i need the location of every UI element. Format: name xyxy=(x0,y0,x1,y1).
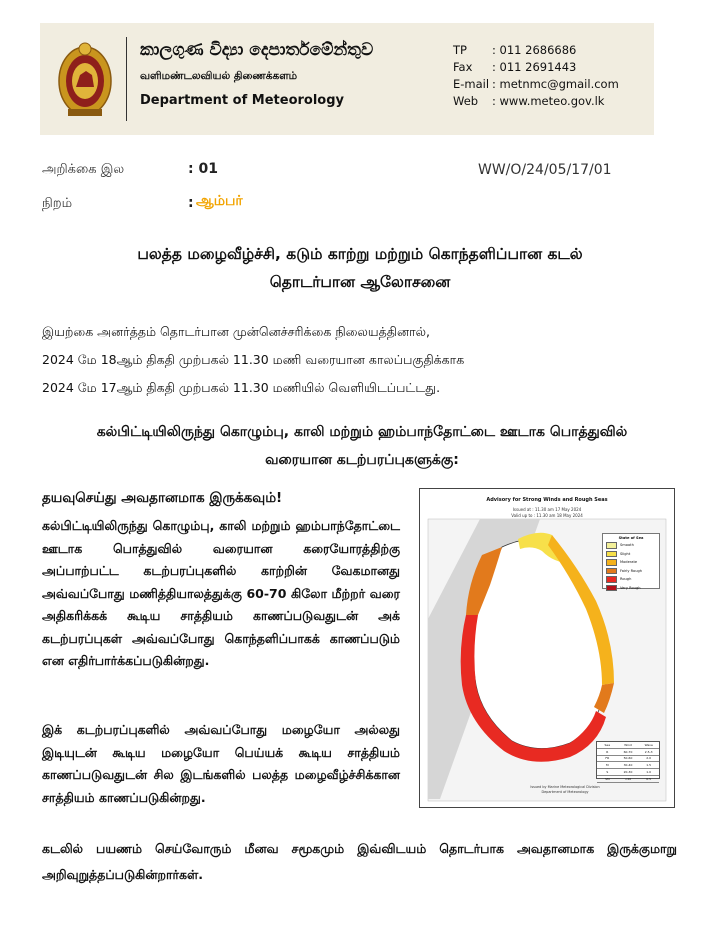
table-cell: Sea xyxy=(604,742,611,747)
alert-color-value: ஆம்பர் xyxy=(196,193,243,209)
area-heading xyxy=(42,418,682,474)
area-line: கல்பிட்டியிலிருந்து கொழும்பு, காலி மற்றும் ஹம்பாந்தோட்டை ஊடாக பொத்துவில் xyxy=(96,424,628,440)
table-row xyxy=(597,776,659,783)
issue-line: இயற்கை அனர்த்தம் தொடர்பான முன்னெச்சரிக்கை நிலையத்தினால், xyxy=(42,324,430,339)
advisory-title xyxy=(60,240,660,296)
area-line: வரையான கடற்பரப்புகளுக்கு: xyxy=(265,452,459,468)
closing-paragraph: கடலில் பயணம் செய்வோரும் மீனவ சமூகமும் இவ்விடயம் தொடர்பாக அவதானமாக இருக்குமாறு அறிவுறுத்தப்படுகின்றார்கள். xyxy=(42,841,677,882)
table-cell: 60-70 xyxy=(623,749,633,754)
legend-swatch xyxy=(606,542,617,549)
table-cell: 1.5 xyxy=(646,763,652,768)
map-legend xyxy=(602,533,660,589)
report-number-value: : 01 xyxy=(188,161,218,177)
table-cell: 0.5 xyxy=(646,776,652,781)
table-cell: Wave xyxy=(644,742,653,747)
issue-line: 2024 மே 17ஆம் திகதி முற்பகல் 11.30 மணியில் வெளியிடப்பட்டது. xyxy=(42,380,441,395)
table-row xyxy=(597,769,659,776)
legend-swatch xyxy=(606,585,617,592)
contact-key: Fax xyxy=(453,60,473,74)
legend-label: Very Rough xyxy=(620,585,641,590)
table-row xyxy=(597,742,659,749)
table-cell: R xyxy=(606,749,609,754)
legend-label: Rough xyxy=(620,577,632,582)
dept-name-tamil: வளிமண்டலவியல் திணைக்களம் xyxy=(140,70,298,82)
advisory-map xyxy=(419,488,675,808)
contact-value: : 011 2691443 xyxy=(492,60,577,74)
table-cell: FR xyxy=(605,756,610,761)
map-validity xyxy=(420,507,674,519)
national-emblem-icon xyxy=(56,37,114,119)
map-validity-line: Issued at : 11.30 am 17 May 2024 xyxy=(512,507,582,512)
legend-label: Moderate xyxy=(620,560,638,565)
contact-key: E-mail xyxy=(453,77,490,91)
contact-row xyxy=(453,93,619,110)
header-divider xyxy=(126,37,127,121)
table-cell: S xyxy=(606,770,609,775)
table-cell: 1.0 xyxy=(646,770,652,775)
contact-block xyxy=(453,42,619,110)
legend-item xyxy=(606,576,656,583)
table-row xyxy=(597,756,659,763)
legend-label: Fairly Rough xyxy=(620,568,643,573)
contact-row xyxy=(453,76,619,93)
table-cell: SM xyxy=(605,776,610,781)
rain-paragraph: இக் கடற்பரப்புகளில் அவ்வப்போது மழையோ அல்லது இடியுடன் கூடிய மழையோ பெய்யக் கூடிய சாத்தியம் காணப்படுவதுடன் சில இடங்களில் பலத்த மழைவீழ்ச்சிக்கான சாத்தியம் காணப்படுகின்றது. xyxy=(42,722,400,805)
table-cell: 2.5-3 xyxy=(644,749,653,754)
legend-title: State of Sea xyxy=(618,536,644,540)
table-cell: 50-60 xyxy=(623,756,633,761)
wind-paragraph: கல்பிட்டியிலிருந்து கொழும்பு, காலி மற்றும் ஹம்பாந்தோட்டை ஊடாக பொத்துவில் வரையான கரையோரத்திற்கு அப்பாற்பட்ட கடற்பரப்புகளில் காற்றின் வேகமானது அவ்வப்போது மணித்தியாலத்துக்கு 60-70 கிலோ மீற்றர் வரை அதிகரிக்கக் கூடிய சாத்தியம் காணப்படுவதுடன் அக் கடற்பரப்புகள் அவ்வப்போது கொந்தளிப்பாகக் காணப்படும் என எதிர்பார்க்கப்படுகின்றது. xyxy=(42,518,400,668)
legend-item xyxy=(606,551,656,558)
map-validity-line: Valid up to : 11.30 am 18 May 2024 xyxy=(511,513,583,518)
table-row xyxy=(597,749,659,756)
color-label: நிறம் xyxy=(42,196,73,211)
contact-key: Web xyxy=(453,94,479,108)
table-cell: 20-30 xyxy=(623,770,633,775)
legend-item xyxy=(606,542,656,549)
title-line: பலத்த மழைவீழ்ச்சி, கடும் காற்று மற்றும் கொந்தளிப்பான கடல் xyxy=(137,245,583,263)
legend-item xyxy=(606,568,656,575)
issue-line: 2024 மே 18ஆம் திகதி முற்பகல் 11.30 மணி வரையான காலப்பகுதிக்காக xyxy=(42,352,465,367)
map-footer-line: Department of Meteorology xyxy=(541,790,589,794)
issue-info xyxy=(42,318,672,402)
contact-value[interactable]: : www.meteo.gov.lk xyxy=(492,94,605,108)
contact-row xyxy=(453,59,619,76)
legend-item xyxy=(606,559,656,566)
table-row xyxy=(597,762,659,769)
legend-label: Smooth xyxy=(620,543,634,548)
contact-key: TP xyxy=(453,43,467,57)
sea-state-table xyxy=(596,741,660,779)
legend-swatch xyxy=(606,551,617,558)
contact-value[interactable]: : metnmc@gmail.com xyxy=(492,77,619,91)
table-cell: Wind xyxy=(624,742,632,747)
legend-swatch xyxy=(606,576,617,583)
letterhead xyxy=(40,23,654,135)
title-line: தொடர்பான ஆலோசனை xyxy=(269,273,451,291)
table-cell: 2.0 xyxy=(646,756,652,761)
reference-code: WW/O/24/05/17/01 xyxy=(478,162,612,178)
table-cell: M xyxy=(606,763,609,768)
legend-swatch xyxy=(606,559,617,566)
legend-swatch xyxy=(606,568,617,575)
map-title: Advisory for Strong Winds and Rough Seas xyxy=(486,497,608,503)
dept-name-english: Department of Meteorology xyxy=(140,93,345,108)
legend-item xyxy=(606,585,656,592)
dept-name-sinhala: කාලගුණ විද්‍යා දෙපාර්තමේන්තුව xyxy=(140,40,374,60)
table-cell: 30-40 xyxy=(623,763,633,768)
report-number-label: அறிக்கை இல xyxy=(42,162,125,177)
map-footer xyxy=(530,785,600,795)
color-separator: : xyxy=(188,195,194,211)
contact-value: : 011 2686686 xyxy=(492,43,577,57)
caution-heading: தயவுசெய்து அவதானமாக இருக்கவும்! xyxy=(42,490,283,506)
legend-label: Slight xyxy=(620,551,631,556)
table-cell: <20 xyxy=(624,776,632,781)
contact-row xyxy=(453,42,619,59)
map-footer-line: Issued by Marine Meteorological Division xyxy=(530,785,600,789)
